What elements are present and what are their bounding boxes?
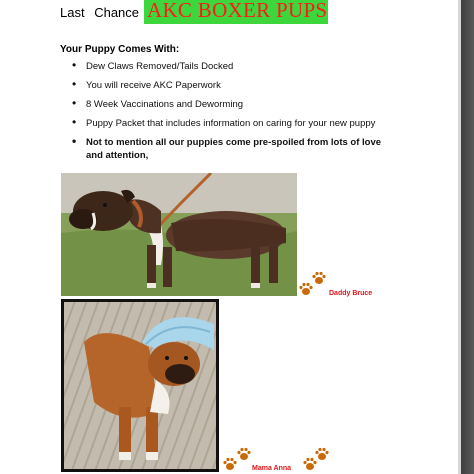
caption-daddy-bruce: Daddy Bruce bbox=[329, 290, 373, 297]
page-title: AKC BOXER PUPS bbox=[147, 0, 328, 22]
paw-print-icon bbox=[311, 270, 327, 286]
list-item: • 8 Week Vaccinations and Deworming bbox=[70, 98, 390, 111]
photo-frame bbox=[64, 302, 216, 469]
document-window-edge bbox=[458, 0, 474, 474]
list-item: • Puppy Packet that includes information on caring for your new puppy bbox=[70, 117, 390, 130]
header-word-last: Last bbox=[60, 5, 85, 20]
list-item: • Not to mention all our puppies come pre-spoiled from lots of love and attention, bbox=[70, 136, 390, 162]
list-item: • Dew Claws Removed/Tails Docked bbox=[70, 60, 390, 73]
brindle-boxer-illustration bbox=[61, 173, 297, 296]
list-item: • You will receive AKC Paperwork bbox=[70, 79, 390, 92]
feature-list bbox=[70, 60, 390, 168]
header-label bbox=[60, 5, 145, 20]
photo-mama-anna bbox=[61, 299, 219, 472]
comes-with-heading: Your Puppy Comes With: bbox=[60, 44, 180, 55]
paw-print-icon bbox=[236, 446, 252, 462]
fawn-boxer-illustration bbox=[64, 302, 216, 469]
paw-print-icon bbox=[314, 446, 330, 462]
header-word-chance: Chance bbox=[94, 5, 140, 20]
photo-daddy-bruce bbox=[61, 173, 297, 296]
caption-mama-anna: Mama Anna bbox=[252, 465, 292, 472]
